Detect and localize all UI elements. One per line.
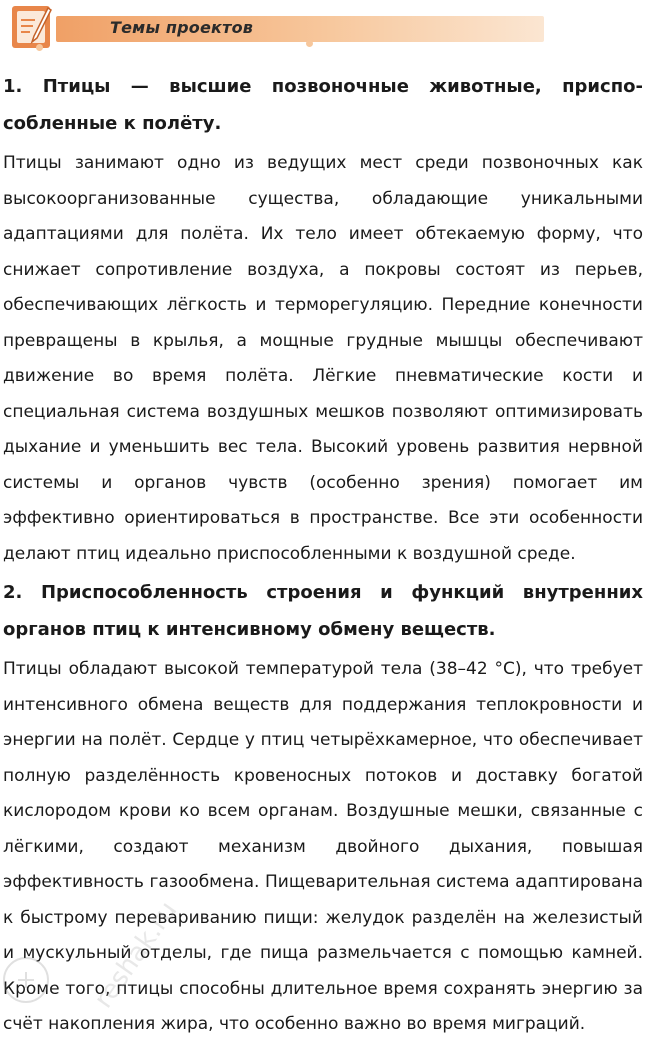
header-dot <box>306 40 313 47</box>
watermark-text: reshak.ru <box>88 896 184 1014</box>
page-header <box>0 0 646 60</box>
header-title: Темы проектов <box>110 18 254 37</box>
section-paragraph: Птицы занимают одно из ведущих мест среди позвоночных как высокоорганизованные существа, обладающие уникальными адаптациями для полёта. Их тело имеет обтекаемую форму, что снижает сопротивление воздуха, а покровы состоят из перьев, обеспечивающих лёгкость и терморегуляцию. Передние конечности превращены в крылья, а мощные грудные мышцы обеспечивают движение во время полёта. Лёгкие пневматические кости и специальная система воздушных мешков позволяют оптимизировать дыхание и уменьшить вес тела. Высокий уровень развития нервной системы и органов чувств (особенно зрения) помогает им эффективно ориентироваться в пространстве. Все эти особенности делают птиц идеально приспособленными к воздушной среде. <box>3 153 643 564</box>
section-heading: 2. Приспособленность строения и функций внутренних органов птиц к интенсивному обмену веществ. <box>3 582 643 640</box>
section-paragraph: Птицы обладают высокой температурой тела (38–42 °C), что требует интенсивного обмена веществ для поддержания теплокровности и энергии на полёт. Сердце у птиц четырёхкамерное, что обеспечивает полную разделённость кровеносных потоков и доставку богатой кислородом крови ко всем органам. Воздушные мешки, связанные с лёгкими, создают механизм двойного дыхания, повышая эффективность газообмена. Пищеварительная система адаптирована к быстрому перевариванию пищи: желудок разделён на железистый и мускульный отделы, где пища размельчается с помощью камней. Кроме того, птицы способны длительное время сохранять энергию за счёт накопления жира, что особенно важно во время миграций. <box>3 659 643 1034</box>
article-body <box>3 60 643 1043</box>
header-dot <box>36 44 43 51</box>
section-heading: 1. Птицы — высшие позвоночные животные, приспособленные к полёту. <box>3 76 643 134</box>
pen-writing-icon <box>8 2 56 52</box>
